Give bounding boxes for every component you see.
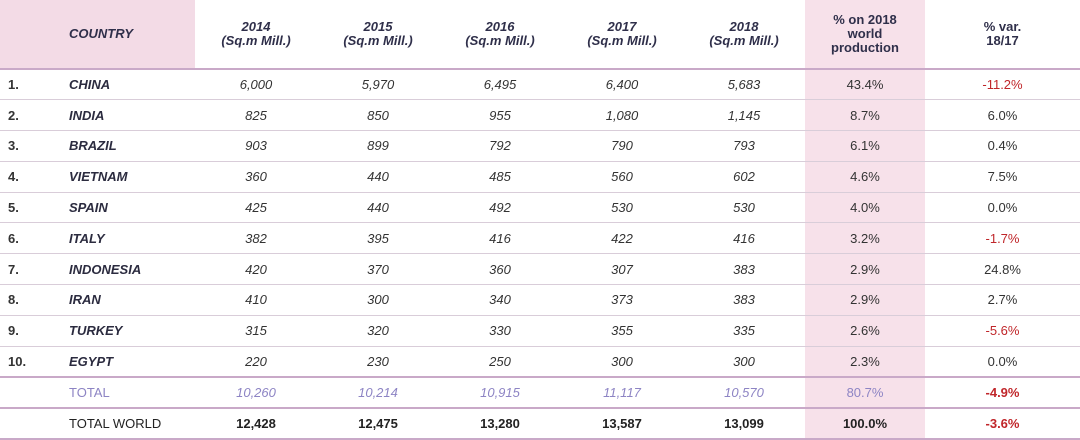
value-cell-2018: 602 — [683, 161, 805, 192]
value-cell-2016: 10,915 — [439, 377, 561, 408]
table-row — [0, 192, 1080, 223]
country-cell: INDONESIA — [55, 254, 195, 285]
country-cell: TURKEY — [55, 315, 195, 346]
value-cell-2014: 425 — [195, 192, 317, 223]
rank-cell: 5. — [0, 192, 55, 223]
value-cell-2014: 10,260 — [195, 377, 317, 408]
share-cell: 43.4% — [805, 69, 925, 100]
variation-cell: -4.9% — [925, 377, 1080, 408]
table-row — [0, 100, 1080, 131]
value-cell-2016: 416 — [439, 223, 561, 254]
rank-cell: 10. — [0, 346, 55, 377]
value-cell-2018: 13,099 — [683, 408, 805, 439]
value-cell-2018: 383 — [683, 285, 805, 316]
year-label: 2015 — [363, 19, 393, 34]
value-cell-2016: 13,280 — [439, 408, 561, 439]
value-cell-2014: 315 — [195, 315, 317, 346]
table-row — [0, 285, 1080, 316]
value-cell-2017: 13,587 — [561, 408, 683, 439]
variation-cell: -5.6% — [925, 315, 1080, 346]
rank-cell: 4. — [0, 161, 55, 192]
table-row — [0, 69, 1080, 100]
value-cell-2014: 360 — [195, 161, 317, 192]
country-cell: ITALY — [55, 223, 195, 254]
value-cell-2016: 360 — [439, 254, 561, 285]
variation-cell: 6.0% — [925, 100, 1080, 131]
share-cell: 6.1% — [805, 131, 925, 162]
share-cell: 8.7% — [805, 100, 925, 131]
share-cell: 4.0% — [805, 192, 925, 223]
share-cell: 100.0% — [805, 408, 925, 439]
total-label: TOTAL — [55, 377, 195, 408]
value-cell-2014: 410 — [195, 285, 317, 316]
rank-header — [0, 0, 55, 69]
value-cell-2015: 899 — [317, 131, 439, 162]
value-cell-2014: 825 — [195, 100, 317, 131]
country-cell: VIETNAM — [55, 161, 195, 192]
value-cell-2018: 530 — [683, 192, 805, 223]
year-label: 2016 — [485, 19, 515, 34]
country-cell: INDIA — [55, 100, 195, 131]
value-cell-2015: 850 — [317, 100, 439, 131]
value-cell-2016: 792 — [439, 131, 561, 162]
unit-label: (Sq.m Mill.) — [587, 33, 657, 48]
value-cell-2016: 485 — [439, 161, 561, 192]
unit-label: (Sq.m Mill.) — [221, 33, 291, 48]
year-label: 2014 — [241, 19, 271, 34]
value-cell-2016: 6,495 — [439, 69, 561, 100]
rank-cell: 1. — [0, 69, 55, 100]
value-cell-2014: 382 — [195, 223, 317, 254]
rank-cell — [0, 408, 55, 439]
value-cell-2014: 420 — [195, 254, 317, 285]
value-cell-2015: 370 — [317, 254, 439, 285]
year-label: 2018 — [729, 19, 759, 34]
value-cell-2017: 11,117 — [561, 377, 683, 408]
table-row — [0, 223, 1080, 254]
value-cell-2018: 10,570 — [683, 377, 805, 408]
share-header — [805, 0, 925, 69]
country-cell: CHINA — [55, 69, 195, 100]
value-cell-2018: 300 — [683, 346, 805, 377]
value-cell-2014: 220 — [195, 346, 317, 377]
year-header-2016 — [439, 0, 561, 69]
value-cell-2014: 903 — [195, 131, 317, 162]
rank-cell: 8. — [0, 285, 55, 316]
value-cell-2016: 340 — [439, 285, 561, 316]
unit-label: (Sq.m Mill.) — [465, 33, 535, 48]
var-header-line: % var. — [983, 19, 1022, 34]
rank-cell: 7. — [0, 254, 55, 285]
value-cell-2016: 955 — [439, 100, 561, 131]
value-cell-2018: 383 — [683, 254, 805, 285]
year-header-2014 — [195, 0, 317, 69]
share-header-line: production — [831, 40, 899, 55]
year-label: 2017 — [607, 19, 637, 34]
var-header-line: 18/17 — [986, 33, 1019, 48]
rank-cell: 2. — [0, 100, 55, 131]
rank-cell: 3. — [0, 131, 55, 162]
value-cell-2015: 12,475 — [317, 408, 439, 439]
value-cell-2015: 10,214 — [317, 377, 439, 408]
variation-cell: 24.8% — [925, 254, 1080, 285]
value-cell-2017: 373 — [561, 285, 683, 316]
share-header-line: world — [847, 26, 883, 41]
value-cell-2017: 790 — [561, 131, 683, 162]
share-cell: 4.6% — [805, 161, 925, 192]
value-cell-2015: 300 — [317, 285, 439, 316]
value-cell-2018: 416 — [683, 223, 805, 254]
value-cell-2018: 5,683 — [683, 69, 805, 100]
value-cell-2018: 1,145 — [683, 100, 805, 131]
country-cell: BRAZIL — [55, 131, 195, 162]
variation-cell: 7.5% — [925, 161, 1080, 192]
value-cell-2015: 5,970 — [317, 69, 439, 100]
rank-cell: 9. — [0, 315, 55, 346]
value-cell-2017: 300 — [561, 346, 683, 377]
variation-cell: 0.0% — [925, 346, 1080, 377]
country-header: COUNTRY — [55, 0, 195, 69]
share-cell: 2.9% — [805, 285, 925, 316]
country-cell: EGYPT — [55, 346, 195, 377]
value-cell-2017: 1,080 — [561, 100, 683, 131]
value-cell-2015: 320 — [317, 315, 439, 346]
value-cell-2017: 6,400 — [561, 69, 683, 100]
variation-header — [925, 0, 1080, 69]
country-cell: SPAIN — [55, 192, 195, 223]
share-cell: 80.7% — [805, 377, 925, 408]
value-cell-2016: 250 — [439, 346, 561, 377]
value-cell-2014: 6,000 — [195, 69, 317, 100]
table-row — [0, 315, 1080, 346]
unit-label: (Sq.m Mill.) — [709, 33, 779, 48]
country-cell: IRAN — [55, 285, 195, 316]
variation-cell: -3.6% — [925, 408, 1080, 439]
rank-cell: 6. — [0, 223, 55, 254]
year-header-2015 — [317, 0, 439, 69]
value-cell-2017: 355 — [561, 315, 683, 346]
share-cell: 2.9% — [805, 254, 925, 285]
value-cell-2015: 230 — [317, 346, 439, 377]
value-cell-2018: 793 — [683, 131, 805, 162]
value-cell-2015: 440 — [317, 192, 439, 223]
table-row — [0, 254, 1080, 285]
variation-cell: 2.7% — [925, 285, 1080, 316]
variation-cell: 0.4% — [925, 131, 1080, 162]
value-cell-2014: 12,428 — [195, 408, 317, 439]
variation-cell: -11.2% — [925, 69, 1080, 100]
year-header-2017 — [561, 0, 683, 69]
value-cell-2017: 307 — [561, 254, 683, 285]
value-cell-2017: 530 — [561, 192, 683, 223]
table-row — [0, 131, 1080, 162]
value-cell-2016: 492 — [439, 192, 561, 223]
share-cell: 2.6% — [805, 315, 925, 346]
rank-cell — [0, 377, 55, 408]
value-cell-2015: 440 — [317, 161, 439, 192]
value-cell-2018: 335 — [683, 315, 805, 346]
value-cell-2016: 330 — [439, 315, 561, 346]
share-cell: 2.3% — [805, 346, 925, 377]
share-cell: 3.2% — [805, 223, 925, 254]
table-row — [0, 161, 1080, 192]
value-cell-2017: 422 — [561, 223, 683, 254]
share-header-line: % on 2018 — [833, 12, 897, 27]
table-body — [0, 69, 1080, 439]
unit-label: (Sq.m Mill.) — [343, 33, 413, 48]
value-cell-2015: 395 — [317, 223, 439, 254]
header-row — [0, 0, 1080, 69]
value-cell-2017: 560 — [561, 161, 683, 192]
total-row — [0, 377, 1080, 408]
total-world-row — [0, 408, 1080, 439]
year-header-2018 — [683, 0, 805, 69]
variation-cell: -1.7% — [925, 223, 1080, 254]
table-row — [0, 346, 1080, 377]
variation-cell: 0.0% — [925, 192, 1080, 223]
total-label: TOTAL WORLD — [55, 408, 195, 439]
